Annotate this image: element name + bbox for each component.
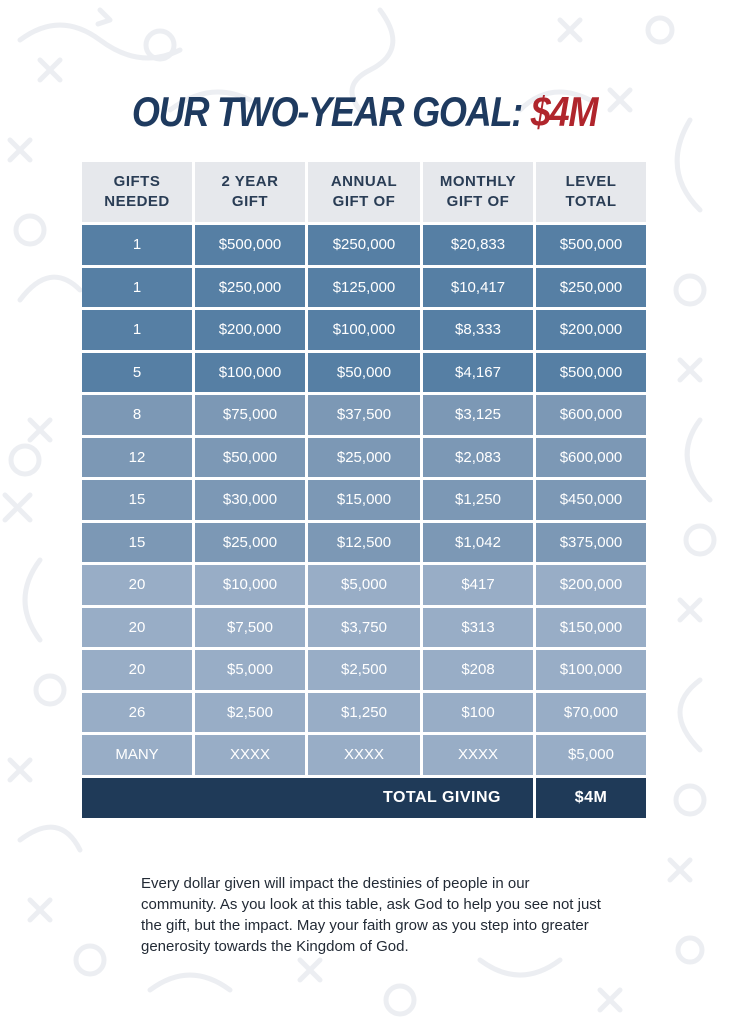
cell-annual-gift: $12,500 <box>308 523 420 563</box>
table-row <box>82 395 646 435</box>
cell-level-total: $200,000 <box>536 565 646 605</box>
cell-gifts-needed: 5 <box>82 353 192 393</box>
cell-monthly-gift: $1,042 <box>423 523 533 563</box>
cell-two-year-gift: $30,000 <box>195 480 305 520</box>
table-row <box>82 480 646 520</box>
cell-gifts-needed: 12 <box>82 438 192 478</box>
cell-two-year-gift: $10,000 <box>195 565 305 605</box>
cell-gifts-needed: 1 <box>82 225 192 265</box>
cell-two-year-gift: $2,500 <box>195 693 305 733</box>
cell-level-total: $500,000 <box>536 225 646 265</box>
header-annual-gift: ANNUAL GIFT OF <box>308 162 420 222</box>
cell-annual-gift: $125,000 <box>308 268 420 308</box>
cell-monthly-gift: $417 <box>423 565 533 605</box>
table-row <box>82 565 646 605</box>
table-row <box>82 225 646 265</box>
cell-two-year-gift: $7,500 <box>195 608 305 648</box>
cell-monthly-gift: $4,167 <box>423 353 533 393</box>
cell-gifts-needed: 26 <box>82 693 192 733</box>
table-row <box>82 608 646 648</box>
table-row <box>82 523 646 563</box>
table-row <box>82 310 646 350</box>
cell-annual-gift: $5,000 <box>308 565 420 605</box>
cell-two-year-gift: $200,000 <box>195 310 305 350</box>
cell-annual-gift: $25,000 <box>308 438 420 478</box>
header-monthly-gift: MONTHLY GIFT OF <box>423 162 533 222</box>
cell-annual-gift: $100,000 <box>308 310 420 350</box>
header-row <box>82 162 646 222</box>
cell-level-total: $70,000 <box>536 693 646 733</box>
cell-level-total: $250,000 <box>536 268 646 308</box>
cell-monthly-gift: $20,833 <box>423 225 533 265</box>
cell-level-total: $450,000 <box>536 480 646 520</box>
header-2-year-gift: 2 YEAR GIFT <box>195 162 305 222</box>
cell-annual-gift: $15,000 <box>308 480 420 520</box>
cell-gifts-needed: MANY <box>82 735 192 775</box>
cell-level-total: $375,000 <box>536 523 646 563</box>
title-prefix: OUR TWO-YEAR GOAL: <box>131 88 531 135</box>
table-body <box>82 225 646 775</box>
table-row <box>82 353 646 393</box>
cell-level-total: $5,000 <box>536 735 646 775</box>
cell-two-year-gift: $25,000 <box>195 523 305 563</box>
cell-two-year-gift: $50,000 <box>195 438 305 478</box>
cell-two-year-gift: $250,000 <box>195 268 305 308</box>
cell-level-total: $100,000 <box>536 650 646 690</box>
giving-table <box>79 159 649 821</box>
total-value: $4M <box>536 778 646 818</box>
cell-annual-gift: $1,250 <box>308 693 420 733</box>
cell-two-year-gift: $500,000 <box>195 225 305 265</box>
cell-annual-gift: $50,000 <box>308 353 420 393</box>
cell-level-total: $600,000 <box>536 395 646 435</box>
cell-annual-gift: $250,000 <box>308 225 420 265</box>
cell-level-total: $200,000 <box>536 310 646 350</box>
cell-level-total: $500,000 <box>536 353 646 393</box>
table-row <box>82 268 646 308</box>
cell-gifts-needed: 20 <box>82 565 192 605</box>
cell-monthly-gift: $313 <box>423 608 533 648</box>
table-row <box>82 650 646 690</box>
cell-annual-gift: $37,500 <box>308 395 420 435</box>
cell-gifts-needed: 20 <box>82 650 192 690</box>
total-label: TOTAL GIVING <box>82 778 533 818</box>
cell-two-year-gift: $100,000 <box>195 353 305 393</box>
table-row <box>82 735 646 775</box>
cell-annual-gift: $3,750 <box>308 608 420 648</box>
page-title <box>51 88 678 136</box>
cell-level-total: $150,000 <box>536 608 646 648</box>
header-level-total: LEVEL TOTAL <box>536 162 646 222</box>
cell-monthly-gift: $1,250 <box>423 480 533 520</box>
cell-level-total: $600,000 <box>536 438 646 478</box>
cell-monthly-gift: $2,083 <box>423 438 533 478</box>
cell-monthly-gift: $100 <box>423 693 533 733</box>
cell-gifts-needed: 20 <box>82 608 192 648</box>
cell-monthly-gift: $10,417 <box>423 268 533 308</box>
cell-gifts-needed: 1 <box>82 310 192 350</box>
cell-two-year-gift: $75,000 <box>195 395 305 435</box>
header-gifts-needed: GIFTS NEEDED <box>82 162 192 222</box>
table-row <box>82 693 646 733</box>
cell-two-year-gift: XXXX <box>195 735 305 775</box>
cell-gifts-needed: 15 <box>82 523 192 563</box>
cell-gifts-needed: 15 <box>82 480 192 520</box>
cell-annual-gift: XXXX <box>308 735 420 775</box>
cell-annual-gift: $2,500 <box>308 650 420 690</box>
closing-paragraph: Every dollar given will impact the destinies of people in our community. As you look at this table, ask God to help you see not just the gift, but the impact. May your faith grow as you step into greater generosity towards the Kingdom of God. <box>141 875 601 955</box>
total-row <box>82 778 646 818</box>
cell-monthly-gift: $208 <box>423 650 533 690</box>
cell-monthly-gift: $3,125 <box>423 395 533 435</box>
cell-gifts-needed: 8 <box>82 395 192 435</box>
cell-monthly-gift: XXXX <box>423 735 533 775</box>
cell-two-year-gift: $5,000 <box>195 650 305 690</box>
cell-monthly-gift: $8,333 <box>423 310 533 350</box>
title-amount: $4M <box>530 88 598 135</box>
table-row <box>82 438 646 478</box>
cell-gifts-needed: 1 <box>82 268 192 308</box>
